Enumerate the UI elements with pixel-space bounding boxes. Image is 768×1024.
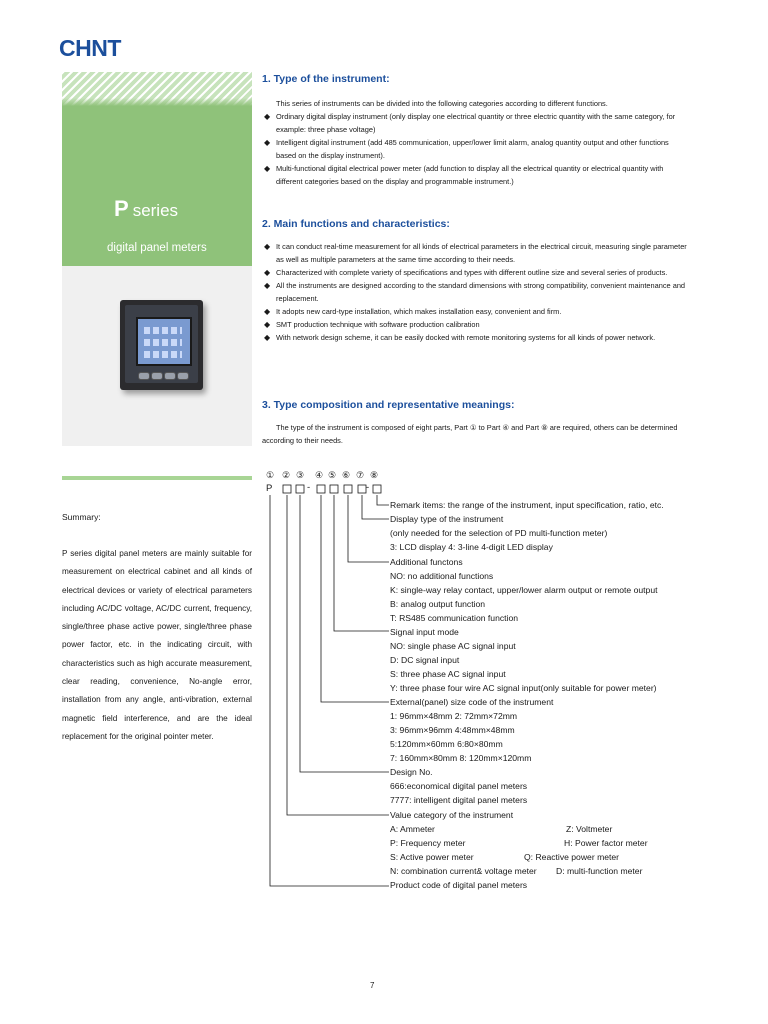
part-number: ③	[296, 470, 305, 480]
option-line: 666:economical digital panel meters	[390, 781, 528, 791]
option-line: P: Frequency meter	[390, 838, 466, 848]
section-1-intro: This series of instruments can be divided into the following categories according to different functions.	[276, 99, 608, 108]
meter-screen	[136, 317, 192, 366]
option-line: 5:120mm×60mm 6:80×80mm	[390, 739, 503, 749]
option-line: 7777: intelligent digital panel meters	[390, 795, 528, 805]
part-number: ②	[282, 470, 291, 480]
code-box	[317, 485, 325, 493]
code-box	[344, 485, 352, 493]
code-dash: -	[366, 482, 370, 493]
banner-stripes	[62, 72, 252, 106]
option-line: H: Power factor meter	[564, 838, 648, 848]
option-line: D: multi-function meter	[556, 866, 643, 876]
summary-label: Summary:	[62, 512, 101, 522]
section-2-title: 2. Main functions and characteristics:	[262, 218, 450, 230]
part-number: ⑧	[370, 470, 379, 480]
page-number: 7	[370, 981, 375, 990]
display-type-note: (only needed for the selection of PD multi-function meter)	[390, 528, 608, 538]
option-line: A: Ammeter	[390, 824, 435, 834]
part-number: ④	[315, 470, 324, 480]
summary-text: P series digital panel meters are mainly suitable for measurement on electrical cabinet and all kinds of electrical devices or variety of electrical parameters including AC/DC voltage, AC/DC current, frequency, single/three phase active power, single/three phase power factor, etc. in the indicating circuit, with characteristics such as high accurate measurement, clear reading, convenience, No-angle error, installation from any angle, anti-vibration, external magnetic field interference, and are the ideal replacement for the original pointer meter.	[62, 549, 252, 741]
diamond-icon: ◆	[264, 333, 271, 342]
meter-button	[138, 372, 150, 380]
additional-functions-label: Additional functons	[390, 557, 463, 567]
diamond-icon: ◆	[264, 268, 271, 277]
option-line: NO: no additional functions	[390, 571, 494, 581]
bullet-item: ◆ Multi-functional digital electrical power meter (add function to display all the electrical quantity or electrical quantity with different categories based on the display and programmable instrument.)	[264, 164, 664, 186]
product-code-label: Product code of digital panel meters	[390, 880, 528, 890]
diamond-icon: ◆	[264, 138, 271, 147]
series-banner	[62, 72, 252, 266]
section-1-title: 1. Type of the instrument:	[262, 73, 390, 85]
option-line: 3: 96mm×96mm 4:48mm×48mm	[390, 725, 515, 735]
section-1-bullets	[262, 110, 690, 188]
meter-button	[177, 372, 189, 380]
bullet-item: ◆ It adopts new card-type installation, which makes installation easy, convenient and firm.	[264, 307, 562, 316]
option-line: S: Active power meter	[390, 852, 474, 862]
bullet-item: ◆ It can conduct real-time measurement for all kinds of electrical parameters in the electrical circuit, measuring single parameter as well as multiple parameters at the same time according to their needs.	[264, 242, 687, 264]
leader-line	[362, 495, 389, 519]
leader-line	[334, 495, 389, 631]
bullet-item: ◆ With network design scheme, it can be easily docked with remote monitoring systems for all kinds of power network.	[264, 333, 656, 342]
option-line: NO: single phase AC signal input	[390, 641, 516, 651]
meter-bezel	[125, 305, 198, 383]
leader-line	[270, 495, 389, 886]
option-line: 1: 96mm×48mm 2: 72mm×72mm	[390, 711, 518, 721]
diamond-icon: ◆	[264, 164, 271, 173]
section-3-intro: The type of the instrument is composed of eight parts, Part ① to Part ④ and Part ⑧ are required, others can be determined according to their needs.	[262, 423, 678, 445]
bullet-item: ◆ All the instruments are designed according to the standard dimensions with strong compatibility, convenient maintenance and replacement.	[264, 281, 686, 303]
leader-line	[348, 495, 389, 562]
part-number: ⑤	[328, 470, 337, 480]
diamond-icon: ◆	[264, 320, 271, 329]
option-line: B: analog output function	[390, 599, 486, 609]
value-category-label: Value category of the instrument	[390, 810, 514, 820]
option-line: Q: Reactive power meter	[524, 852, 620, 862]
option-line: K: single-way relay contact, upper/lower alarm output or remote output	[390, 585, 658, 595]
remark-label: Remark items: the range of the instrument, input specification, ratio, etc.	[390, 500, 664, 510]
option-line: Y: three phase four wire AC signal input(only suitable for power meter)	[390, 683, 657, 693]
diamond-icon: ◆	[264, 112, 271, 121]
code-box	[330, 485, 338, 493]
display-type-label: Display type of the instrument	[390, 514, 504, 524]
series-title	[114, 196, 178, 222]
panel-meter-image	[120, 300, 203, 390]
code-box	[373, 485, 381, 493]
code-box	[358, 485, 366, 493]
option-line: D: DC signal input	[390, 655, 460, 665]
diamond-icon: ◆	[264, 307, 271, 316]
series-word: series	[132, 201, 179, 220]
part-number: ①	[266, 470, 275, 480]
series-subtitle: digital panel meters	[107, 242, 207, 254]
option-line: 7: 160mm×80mm 8: 120mm×120mm	[390, 753, 532, 763]
option-line: N: combination current& voltage meter	[390, 866, 537, 876]
section-2-bullets	[262, 240, 690, 344]
chint-logo: CHNT	[59, 35, 121, 61]
leader-line	[300, 495, 389, 772]
meter-digit-row	[144, 351, 182, 358]
section-3-title: 3. Type composition and representative meanings:	[262, 399, 515, 411]
signal-input-label: Signal input mode	[390, 627, 459, 637]
code-dash: -	[307, 482, 311, 493]
design-no-label: Design No.	[390, 767, 433, 777]
diamond-icon: ◆	[264, 281, 271, 290]
code-box	[296, 485, 304, 493]
bullet-item: ◆ Ordinary digital display instrument (only display one electrical quantity or three electric quantity with the same category, for example: three phase voltage)	[264, 112, 676, 134]
meter-digit-row	[144, 327, 182, 334]
bullet-item: ◆ SMT production technique with software production calibration	[264, 320, 480, 329]
option-line: T: RS485 communication function	[390, 613, 519, 623]
meter-digit-row	[144, 339, 182, 346]
sidebar-divider	[62, 476, 252, 480]
code-letter-p: P	[266, 483, 273, 494]
leader-line	[377, 495, 389, 505]
option-line: S: three phase AC signal input	[390, 669, 506, 679]
panel-size-label: External(panel) size code of the instrument	[390, 697, 554, 707]
part-number: ⑥	[342, 470, 351, 480]
part-number: ⑦	[356, 470, 365, 480]
meter-button	[164, 372, 176, 380]
meter-button	[151, 372, 163, 380]
diamond-icon: ◆	[264, 242, 271, 251]
series-letter: P	[114, 196, 129, 221]
leader-line	[321, 495, 389, 702]
bullet-item: ◆ Intelligent digital instrument (add 485 communication, upper/lower limit alarm, analog quantity output and other functions based on the display instrument).	[264, 138, 669, 160]
option-line: Z: Voltmeter	[566, 824, 613, 834]
leader-line	[287, 495, 389, 815]
bullet-item: ◆ Characterized with complete variety of specifications and types with different outline size and several series of products.	[264, 268, 668, 277]
display-type-options: 3: LCD display 4: 3-line 4-digit LED display	[390, 542, 553, 552]
code-box	[283, 485, 291, 493]
